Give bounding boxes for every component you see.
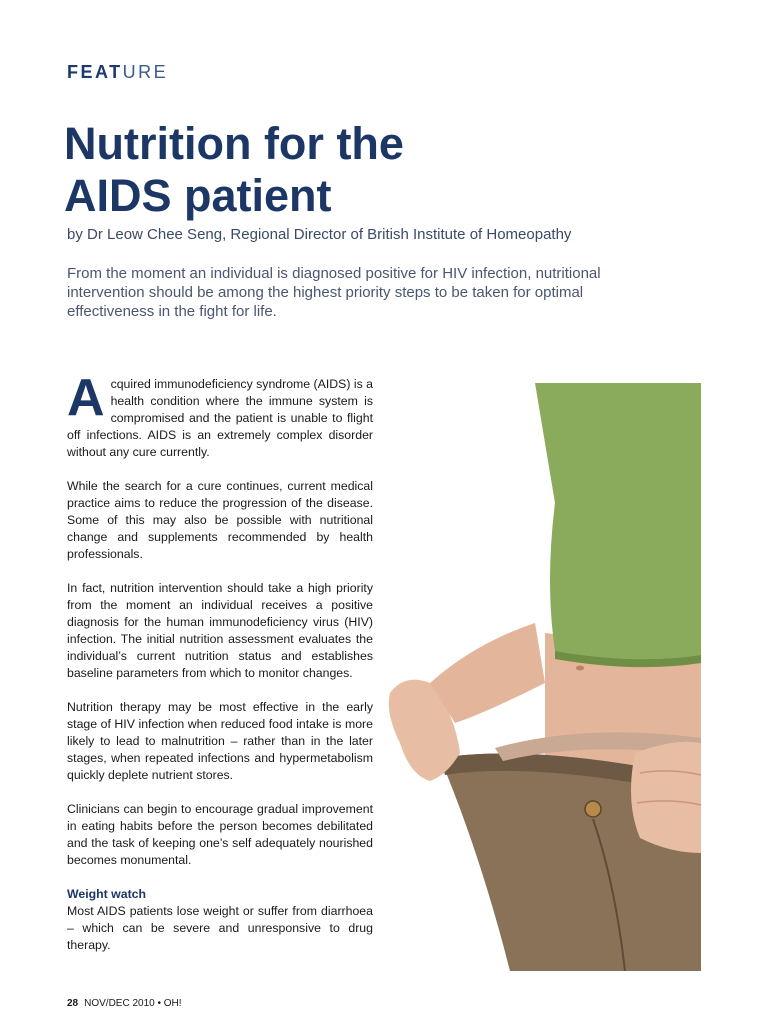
section-label: [67, 62, 168, 83]
issue-label: NOV/DEC 2010 • OH!: [84, 998, 182, 1009]
byline: by Dr Leow Chee Seng, Regional Director of British Institute of Homeopathy: [67, 226, 572, 243]
green-shirt: [535, 383, 701, 659]
intro-paragraph: From the moment an individual is diagnosed positive for HIV infection, nutritional intervention should be among the highest priority steps to be taken for optimal effectiveness in the fight for life.: [67, 265, 601, 320]
body-paragraph-2: While the search for a cure continues, current medical practice aims to reduce the progression of the disease. Some of this may also be possible with nutritional change and supplements recommended by health professionals.: [67, 479, 373, 561]
title-line-1: Nutrition for the: [64, 118, 404, 169]
page-number: 28: [67, 998, 79, 1009]
navel: [576, 666, 584, 671]
body-paragraph-1: [67, 369, 373, 461]
article-body: [67, 369, 373, 971]
article-title: [64, 118, 664, 222]
page-footer: [67, 998, 182, 1009]
weight-loss-illustration: [385, 383, 701, 971]
body-paragraph-5: Clinicians can begin to encourage gradual improvement in eating habits before the person becomes debilitated and the task of keeping one’s self adequately nourished becomes monumental.: [67, 802, 373, 867]
section-label-light: URE: [122, 62, 169, 82]
body-paragraph-1-text: cquired immunodeficiency syndrome (AIDS) is a health condition where the immune system is compromised and the patient is unable to flight off infections. AIDS is an extremely complex disorder without any cure currently.: [67, 377, 373, 459]
article-photo: [385, 383, 701, 971]
right-hand: [631, 742, 701, 853]
subhead-weight-watch: Weight watch: [67, 887, 147, 901]
body-paragraph-6: [67, 886, 373, 954]
section-label-bold: FEAT: [67, 62, 123, 82]
title-line-2: AIDS patient: [64, 170, 332, 221]
body-paragraph-4: Nutrition therapy may be most effective in the early stage of HIV infection when reduced food intake is more likely to lead to malnutrition – rather than in the later stages, when repeated infections and hypermetabolism quickly deplete nutrient stores.: [67, 700, 373, 782]
trouser-button: [585, 801, 601, 817]
drop-cap: A: [67, 369, 105, 427]
body-paragraph-6-text: Most AIDS patients lose weight or suffer from diarrhoea – which can be severe and unresponsive to drug therapy.: [67, 904, 373, 952]
body-paragraph-3: In fact, nutrition intervention should take a high priority from the moment an individual receives a positive diagnosis for the human immunodeficiency virus (HIV) infection. The initial nutrition assessment evaluates the individual’s current nutrition status and establishes baseline parameters from which to monitor changes.: [67, 581, 373, 680]
